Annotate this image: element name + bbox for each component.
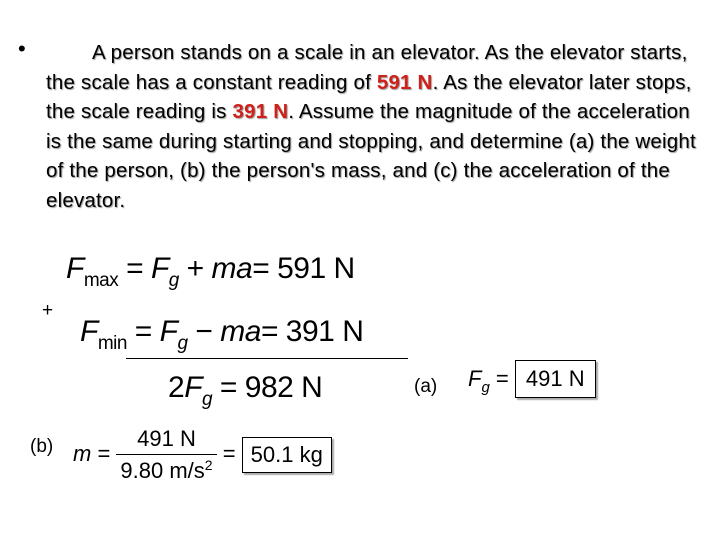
equation-sum: $2F_g = 982$ N [168,371,323,410]
answer-b-box: 50.1 kg [242,437,332,473]
bullet: • [18,36,26,61]
answer-a-box: 491 N [515,360,596,398]
label-a: (a) [414,376,438,397]
equation-fmax: $F_{max} = F_g + ma= 591$ N [66,252,355,291]
mass-fraction: $\frac{491 N}{9.80 m/s^2}$ [116,426,216,484]
problem-text-2: . As the elevator later stops, the scale reading is [46,70,692,123]
plus-sign: + [42,300,54,321]
problem-text-3: . Assume the magnitude of the acceleration is the same during starting and stopping, and determine (a) the weight of the person, (b) the person's mass, and (c) the acceleration of the elevator. [46,100,696,212]
answer-a: $F_g = 491$ N [468,360,596,398]
start-reading: 591 N [376,70,433,94]
answer-b: m = $\frac{491 N}{9.80 m/s^2}$ = 50.1 kg [73,426,332,484]
equation-fmin: $F_{min} = F_g - ma= 391$ N [80,315,364,354]
sum-line [126,358,408,359]
label-b: (b) [30,436,54,457]
problem-statement [46,38,696,215]
stop-reading: 391 N [232,100,289,123]
problem-text-1: A person stands on a scale in an elevator. As the elevator starts, the scale has a constant reading of [46,41,688,94]
